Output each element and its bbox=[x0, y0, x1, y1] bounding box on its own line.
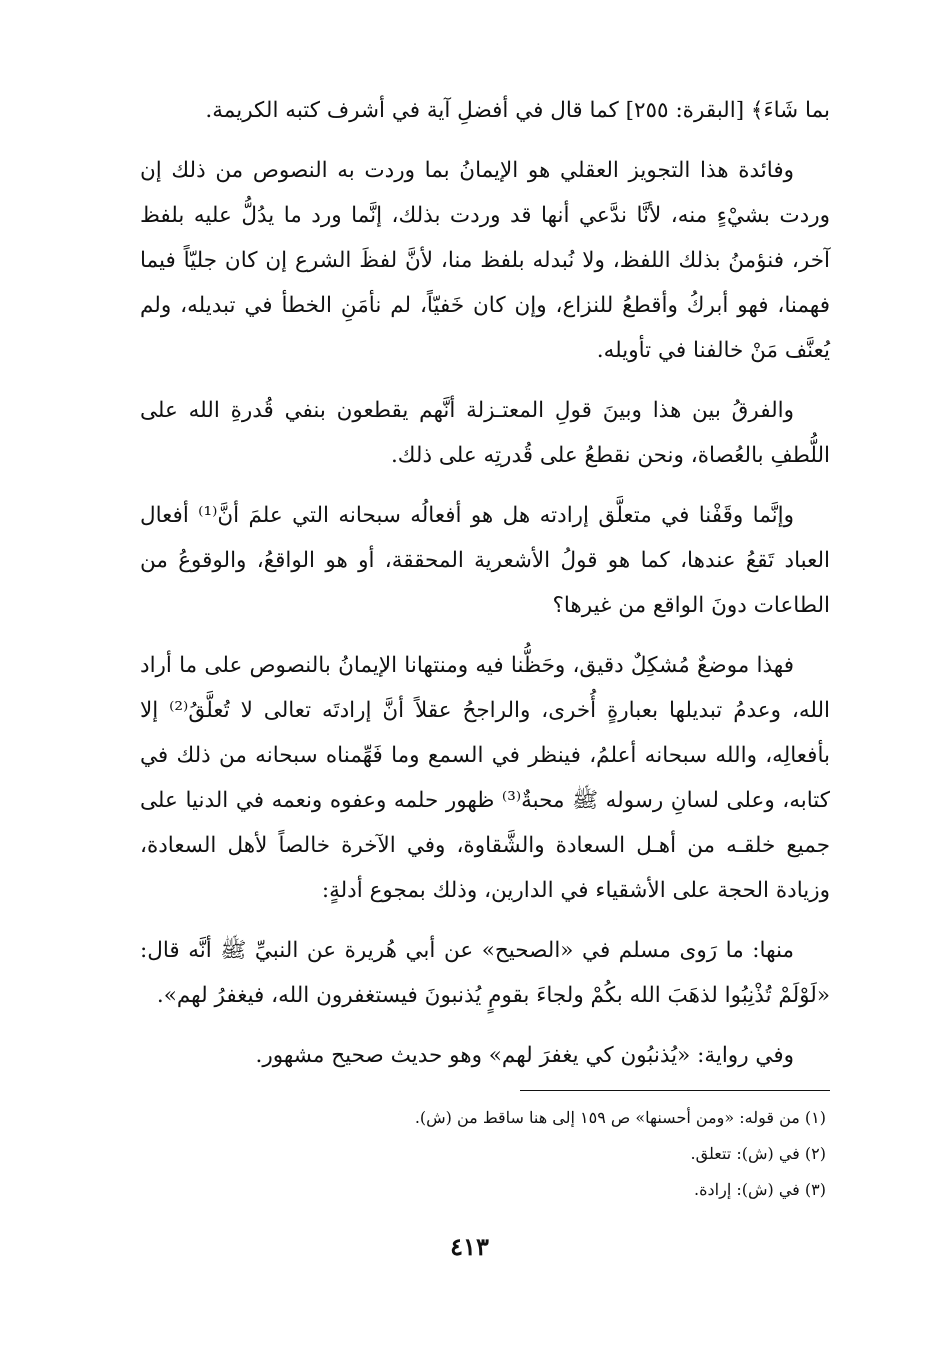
main-text bbox=[140, 88, 830, 1093]
footnote-2: (٢) في (ش): تتعلق. bbox=[690, 1144, 826, 1163]
paragraph-difference: والفرقُ بين هذا وبينَ قولِ المعتـزلة أنَّهم يقطعون بنفي قُدرةِ الله على اللُّطفِ بالعُصاة، ونحن نقطعُ على قُدرتِه على ذلك. bbox=[140, 398, 830, 468]
footnote-divider bbox=[520, 1090, 830, 1091]
paragraph-will: وإنَّما وقَفْنا في متعلَّق إرادته هل هو أفعالُه سبحانه التي علمَ أنَّ⁽¹⁾ أفعال العباد تَقعُ عندها، كما هو قولُ الأشعرية المحققة، أو هو الواقعُ، والوقوعُ من الطاعات دونَ الواقع من غيرها؟ bbox=[140, 503, 830, 618]
footnote-3: (٣) في (ش): إرادة. bbox=[694, 1180, 826, 1199]
footnotes bbox=[140, 1100, 830, 1208]
paragraph-continuation: بما شَاءَ﴾ [البقرة: ٢٥٥] كما قال في أفضلِ آية في أشرف كتبه الكريمة. bbox=[205, 98, 830, 123]
footnote-1: (١) من قوله: «ومن أحسنها» ص ١٥٩ إلى هنا ساقط من (ش). bbox=[414, 1108, 826, 1127]
paragraph-narration: وفي رواية: «يُذنبُون كي يغفرَ لهم» وهو حديث صحيح مشهور. bbox=[255, 1043, 794, 1068]
paragraph-subtle-matter: فهذا موضعٌ مُشكِلٌ دقيق، وحَظُّنا فيه ومنتهانا الإيمانُ بالنصوص على ما أراد الله، وعدمُ تبديلها بعبارةٍ أُخرى، والراجحُ عقلاً أنَّ إرادتَه تعالى لا تُعلَّقُ⁽²⁾ إلا بأفعالِه، والله سبحانه أعلمُ، فينظر في السمع وما فَهِّمناه سبحانه من ذلك في كتابه، وعلى لسانِ رسوله ﷺ محبةٌ⁽³⁾ ظهور حلمه وعفوه ونعمه في الدنيا على جميع خلقـه من أهـل السعادة والشَّقاوة، وفي الآخرة خالصاً لأهل السعادة، وزيادة الحجة على الأشقياء في الدارين، وذلك بمجوع أدلةٍ: bbox=[140, 653, 830, 903]
page-number: ٤١٣ bbox=[450, 1232, 489, 1261]
paragraph-benefit: وفائدة هذا التجويز العقلي هو الإيمانُ بما وردت به النصوص من ذلك إن وردت بشيْءٍ منه، لأنَّا ندَّعي أنها قد وردت بذلك، إنَّما ورد ما يدُلُّ عليه بلفظ آخر، فنؤمنُ بذلك اللفظ، ولا نُبدله بلفظ منا، لأنَّ لفظَ الشرع إن كان جليّاً فيما فهمنا، فهو أبركُ وأقطعُ للنزاع، وإن كان خَفيّاً، لم نأمَنِ الخطأ في تبديله، ولم يُعنَّف مَنْ خالفنا في تأويله. bbox=[140, 158, 830, 363]
paragraph-hadith: منها: ما رَوى مسلم في «الصحيح» عن أبي هُريرة عن النبيِّ ﷺ أنَّه قال: «لَوْلَمْ تُذْنِبُوا لذهَبَ الله بكُمْ ولجاءَ بقومٍ يُذنبونَ فيستغفرون الله، فيغفرُ لهم». bbox=[140, 938, 830, 1008]
